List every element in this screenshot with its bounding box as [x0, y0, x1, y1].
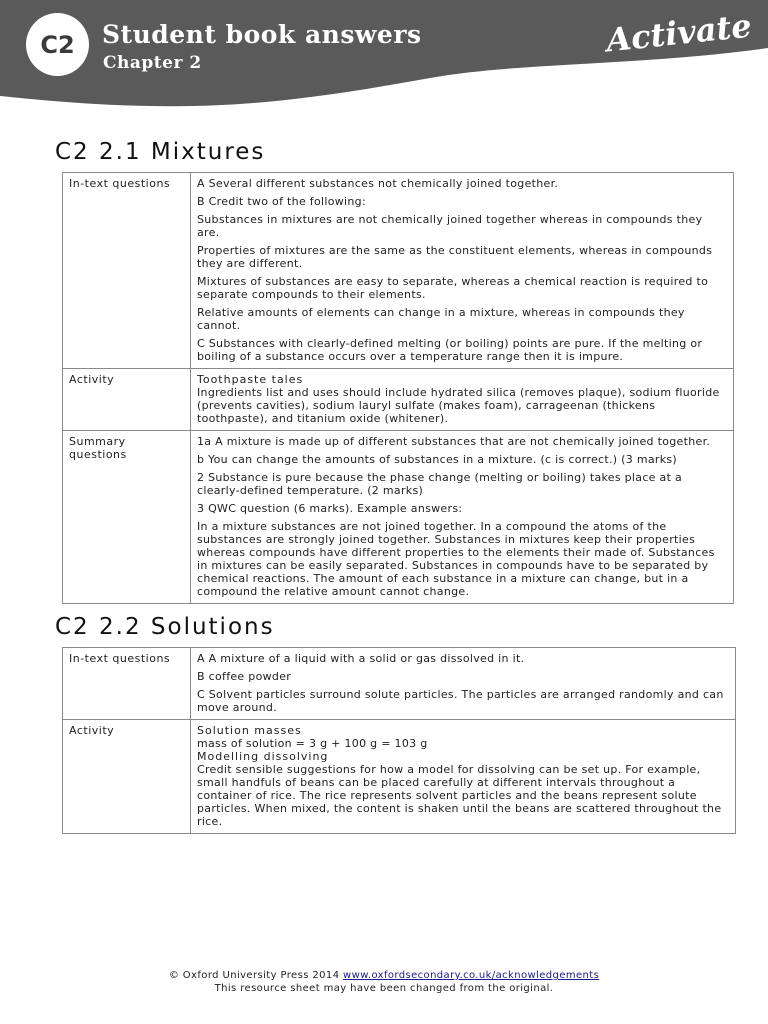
answer-text: Mixtures of substances are easy to separate, whereas a chemical reaction is required to separate compounds to their elements.: [197, 275, 709, 301]
chapter-badge: C2: [26, 13, 89, 76]
copyright-text: © Oxford University Press 2014: [168, 970, 340, 981]
row-answer: [191, 720, 736, 834]
answers-table-solutions: [62, 647, 736, 834]
acknowledgements-link[interactable]: www.oxfordsecondary.co.uk/acknowledgements: [343, 970, 600, 981]
answer-text: Relative amounts of elements can change in a mixture, whereas in compounds they cannot.: [197, 306, 685, 332]
header-subtitle: Chapter 2: [103, 53, 202, 73]
brand-logo: Activate: [604, 6, 754, 60]
header-title: Student book answers: [102, 20, 422, 49]
answer-text: 3 QWC question (6 marks). Example answers:: [197, 502, 463, 515]
row-label: [63, 720, 191, 834]
answer-text: Credit sensible suggestions for how a model for dissolving can be set up. For example, small handfuls of beans can be placed carefully at different intervals throughout a container of rice. The rice represents solvent particles and the beans represent solute particles. When mixed, the content is shaken until the beans are scattered throughout the rice.: [197, 763, 722, 828]
table-row: [63, 173, 734, 369]
page-header: [0, 0, 768, 112]
answer-subheading: Toothpaste tales: [197, 373, 304, 386]
section-title-mixtures: C2 2.1 Mixtures: [55, 139, 266, 165]
answer-text: b You can change the amounts of substances in a mixture. (c is correct.) (3 marks): [197, 453, 678, 466]
footer-note: This resource sheet may have been changed from the original.: [214, 983, 554, 994]
row-label: [63, 173, 191, 369]
row-label-text: questions: [69, 448, 127, 461]
answer-subheading: Modelling dissolving: [197, 750, 329, 763]
answer-text: B Credit two of the following:: [197, 195, 366, 208]
answers-table-mixtures: [62, 172, 734, 604]
row-answer: [191, 648, 736, 720]
row-label-text: Summary: [69, 435, 126, 448]
answer-text: Substances in mixtures are not chemically joined together whereas in compounds they are.: [197, 213, 703, 239]
row-answer: [191, 431, 734, 604]
footer-copyright-line: [0, 970, 768, 981]
table-row: [63, 369, 734, 431]
section-title-solutions: C2 2.2 Solutions: [55, 614, 275, 640]
row-label-text: In-text questions: [69, 652, 171, 665]
answer-text: C Substances with clearly-defined melting (or boiling) points are pure. If the melting or boiling of a substance occurs over a temperature range then it is impure.: [197, 337, 703, 363]
answer-text: A Several different substances not chemically joined together.: [197, 177, 559, 190]
table-row: [63, 648, 736, 720]
answer-text: A A mixture of a liquid with a solid or gas dissolved in it.: [197, 652, 525, 665]
table-row: [63, 431, 734, 604]
answer-text: Properties of mixtures are the same as the constituent elements, whereas in compounds they are different.: [197, 244, 713, 270]
row-answer: [191, 369, 734, 431]
row-label-text: In-text questions: [69, 177, 171, 190]
answer-text: In a mixture substances are not joined together. In a compound the atoms of the substances are strongly joined together. Substances in mixtures keep their properties whereas compounds have different properties to the elements their made of. Substances in mixtures can be easily separated. Substances in compounds have to be separated by chemical reactions. The amount of each substance in a mixture can change, but in a compound the relative amount cannot change.: [197, 520, 715, 598]
row-label-text: Activity: [69, 373, 115, 386]
answer-text: 2 Substance is pure because the phase change (melting or boiling) takes place at a clearly-defined temperature. (2 marks): [197, 471, 683, 497]
answer-text: C Solvent particles surround solute particles. The particles are arranged randomly and can move around.: [197, 688, 724, 714]
table-row: [63, 720, 736, 834]
row-label: [63, 648, 191, 720]
row-label: [63, 431, 191, 604]
answer-text: B coffee powder: [197, 670, 292, 683]
answer-text: 1a A mixture is made up of different substances that are not chemically joined together.: [197, 435, 711, 448]
row-answer: [191, 173, 734, 369]
answer-text: mass of solution = 3 g + 100 g = 103 g: [197, 737, 428, 750]
answer-subheading: Solution masses: [197, 724, 302, 737]
row-label-text: Activity: [69, 724, 115, 737]
row-label: [63, 369, 191, 431]
answer-text: Ingredients list and uses should include hydrated silica (removes plaque), sodium fluoride (prevents cavities), sodium lauryl sulfate (makes foam), carrageenan (thickens toothpaste), and titanium oxide (whitener).: [197, 386, 720, 425]
